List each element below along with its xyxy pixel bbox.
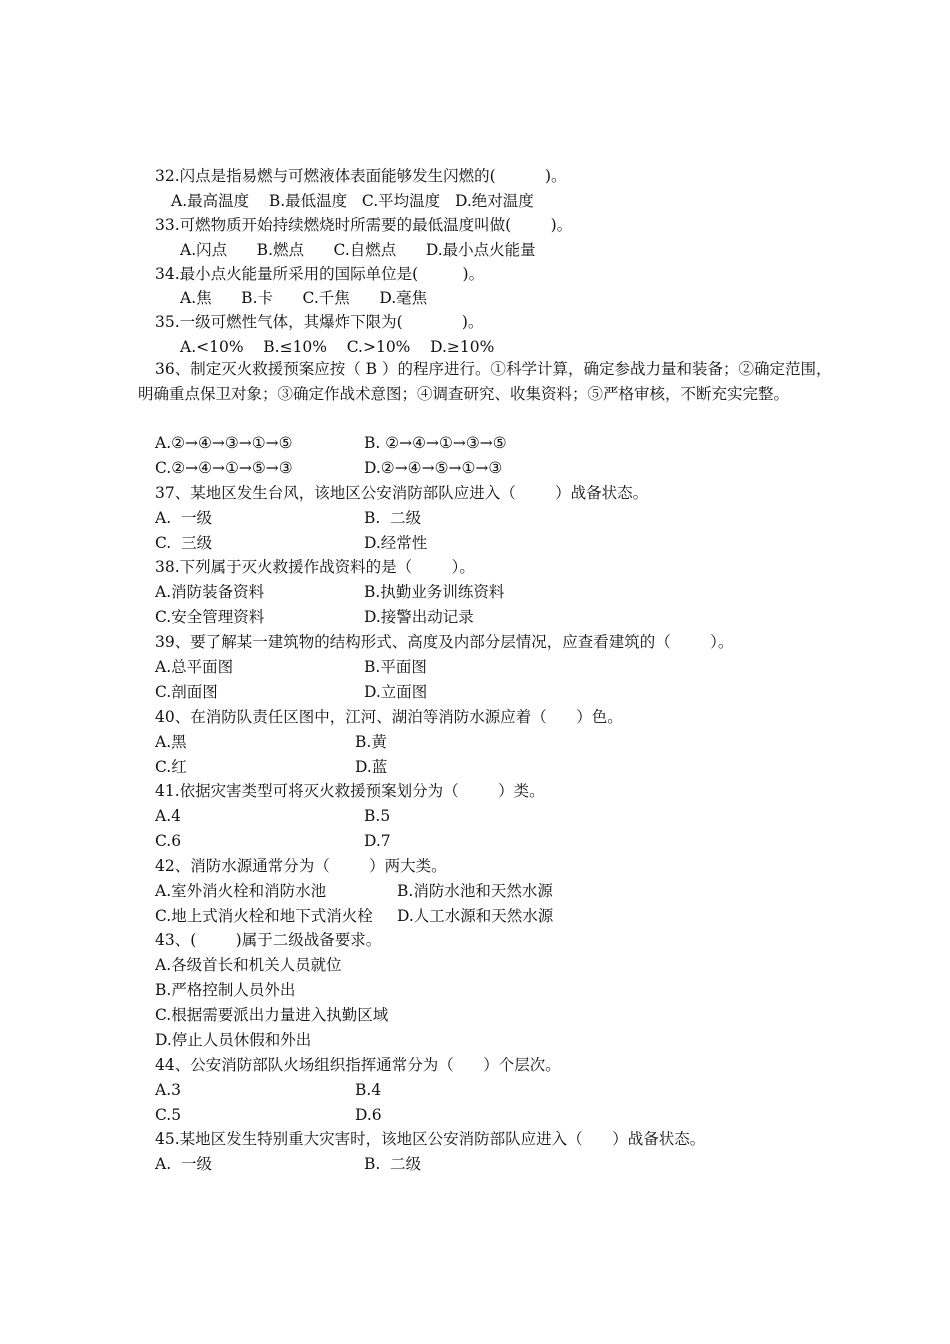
question-44-option-a: A.3 — [155, 1081, 181, 1099]
question-38-option-d: D.接警出动记录 — [364, 608, 474, 626]
question-32-stem: 32.闪点是指易燃与可燃液体表面能够发生闪燃的( )。 — [155, 167, 567, 185]
question-44-option-b: B.4 — [355, 1081, 382, 1099]
question-42-option-d: D.人工水源和天然水源 — [397, 907, 554, 925]
question-41-stem: 41.依据灾害类型可将灭火救援预案划分为（ ）类。 — [155, 782, 545, 800]
question-43-stem: 43、( )属于二级战备要求。 — [155, 931, 382, 949]
question-39-option-c: C.剖面图 — [155, 683, 218, 701]
question-37-option-d: D.经常性 — [364, 534, 428, 552]
question-40-stem: 40、在消防队责任区图中，江河、湖泊等消防水源应着（ ）色。 — [155, 708, 623, 726]
question-39-option-b: B.平面图 — [364, 658, 427, 676]
question-42-option-c: C.地上式消火栓和地下式消火栓 — [155, 907, 373, 925]
question-40-option-b: B.黄 — [355, 733, 387, 751]
question-42-option-a: A.室外消火栓和消防水池 — [155, 882, 327, 900]
question-41-option-c: C.6 — [155, 832, 182, 850]
question-40-option-a: A.黑 — [155, 733, 187, 751]
question-45-option-a: A. 一级 — [155, 1155, 212, 1173]
question-37-option-a: A. 一级 — [155, 509, 212, 527]
question-43-option-b: B.严格控制人员外出 — [155, 981, 296, 999]
question-40-option-d: D.蓝 — [355, 758, 388, 776]
question-34-stem: 34.最小点火能量所采用的国际单位是( )。 — [155, 265, 485, 283]
question-35-options: A.<10% B.≤10% C.>10% D.≥10% — [180, 338, 495, 356]
question-32-options: A.最高温度 B.最低温度 C.平均温度 D.绝对温度 — [171, 192, 534, 210]
question-37-option-c: C. 三级 — [155, 534, 213, 552]
question-37-option-b: B. 二级 — [364, 509, 422, 527]
question-44-option-c: C.5 — [155, 1106, 182, 1124]
question-43-option-a: A.各级首长和机关人员就位 — [155, 956, 342, 974]
question-43-option-c: C.根据需要派出力量进入执勤区域 — [155, 1006, 389, 1024]
question-39-option-a: A.总平面图 — [155, 658, 234, 676]
question-35-stem: 35.一级可燃性气体，其爆炸下限为( )。 — [155, 313, 484, 331]
question-44-option-d: D.6 — [355, 1106, 382, 1124]
question-38-option-b: B.执勤业务训练资料 — [364, 583, 505, 601]
question-36-option-d: D.②→④→⑤→①→③ — [364, 459, 503, 477]
question-36-option-a: A.②→④→③→①→⑤ — [155, 434, 293, 452]
question-41-option-d: D.7 — [364, 832, 391, 850]
question-38-option-a: A.消防装备资料 — [155, 583, 265, 601]
question-42-stem: 42、消防水源通常分为（ ）两大类。 — [155, 857, 447, 875]
question-36-option-c: C.②→④→①→⑤→③ — [155, 459, 293, 477]
question-33-options: A.闪点 B.燃点 C.自燃点 D.最小点火能量 — [180, 241, 536, 259]
question-45-stem: 45.某地区发生特别重大灾害时，该地区公安消防部队应进入（ ）战备状态。 — [155, 1130, 706, 1148]
question-38-stem: 38.下列属于灭火救援作战资料的是（ ）。 — [155, 558, 475, 576]
question-45-option-b: B. 二级 — [364, 1155, 422, 1173]
question-36-option-b: B. ②→④→①→③→⑤ — [364, 434, 507, 452]
question-40-option-c: C.红 — [155, 758, 187, 776]
question-36-stem: 36、制定灭火救援预案应按（ B ）的程序进行。①科学计算，确定参战力量和装备；②确定范围，明确重点保卫对象；③确定作战术意图；④调查研究、收集资料；⑤严格审核，不断充实完整。 — [138, 360, 832, 403]
question-33-stem: 33.可燃物质开始持续燃烧时所需要的最低温度叫做( )。 — [155, 216, 573, 234]
question-41-option-a: A.4 — [155, 807, 181, 825]
question-39-stem: 39、要了解某一建筑物的结构形式、高度及内部分层情况，应查看建筑的（ ）。 — [155, 633, 734, 651]
question-44-stem: 44、公安消防部队火场组织指挥通常分为（ ）个层次。 — [155, 1056, 561, 1074]
question-43-option-d: D.停止人员休假和外出 — [155, 1031, 312, 1049]
question-39-option-d: D.立面图 — [364, 683, 428, 701]
question-34-options: A.焦 B.卡 C.千焦 D.毫焦 — [180, 289, 428, 307]
question-38-option-c: C.安全管理资料 — [155, 608, 265, 626]
question-37-stem: 37、某地区发生台风，该地区公安消防部队应进入（ ）战备状态。 — [155, 484, 649, 502]
question-41-option-b: B.5 — [364, 807, 391, 825]
question-42-option-b: B.消防水池和天然水源 — [397, 882, 553, 900]
